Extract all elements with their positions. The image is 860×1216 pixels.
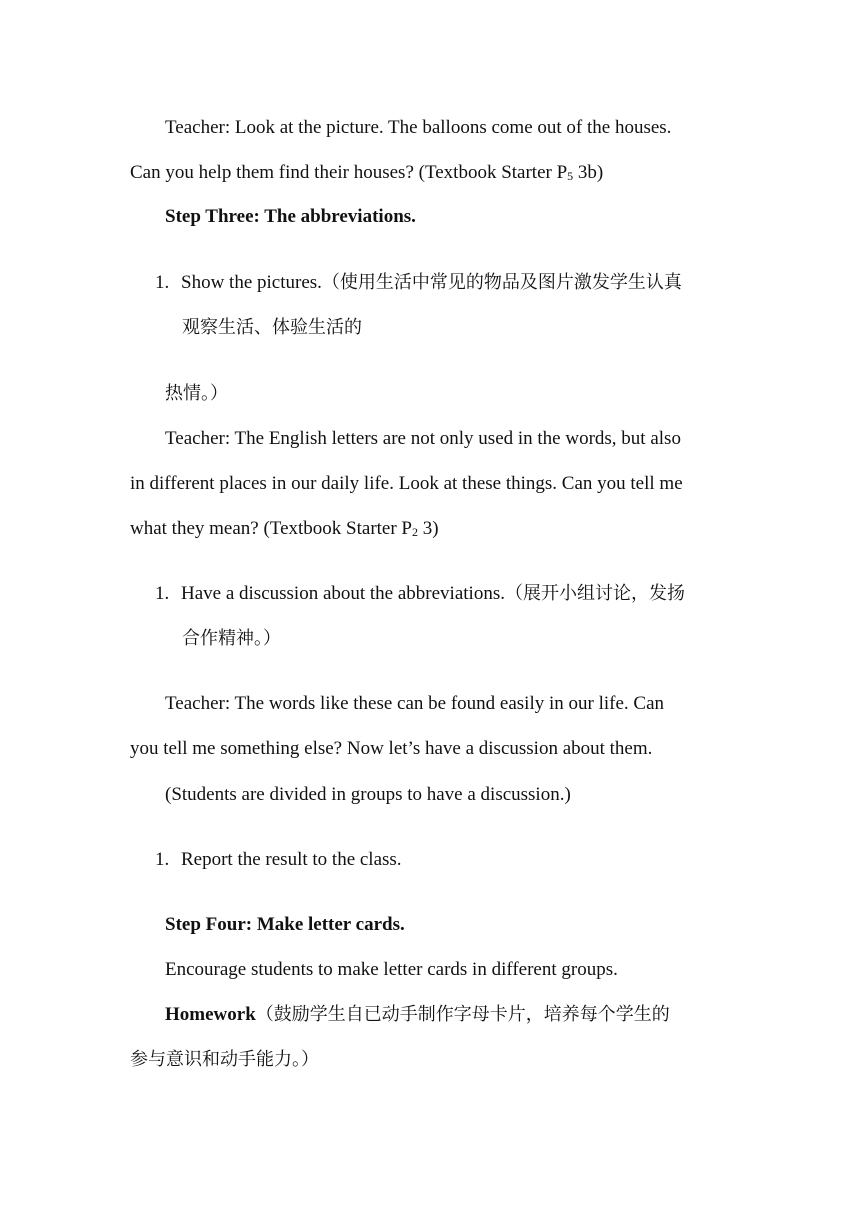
list-item-text: Have a discussion about the abbreviations. [181,583,505,604]
chinese-note: （使用生活中常见的物品及图片激发学生认真 [321,272,682,293]
subscript-page-number: 2 [412,525,419,539]
paragraph-text: what they mean? (Textbook Starter P [130,518,413,539]
list-item-show-pictures [155,271,682,295]
chinese-note: （鼓励学生自已动手制作字母卡片，培养每个学生的 [255,1004,670,1025]
homework-line-2: 参与意识和动手能力。） [130,1049,319,1070]
homework-line-1 [165,1003,670,1027]
paragraph-teacher-words-line-1: Teacher: The words like these can be found easily in our life. Can [165,693,665,714]
paragraph-teacher-balloons-line-2 [130,161,603,185]
paragraph-teacher-words-line-2: you tell me something else? Now let’s have a discussion about them. [130,738,653,759]
paragraph-text: 3) [418,518,439,539]
paragraph-teacher-balloons-line-1: Teacher: Look at the picture. The balloons come out of the houses. [165,117,672,138]
paragraph-teacher-letters-line-2: in different places in our daily life. Look at these things. Can you tell me [130,473,683,494]
chinese-note-line-3: 热情。） [165,383,228,404]
paragraph-teacher-letters-line-3 [130,517,439,541]
homework-label: Homework [165,1004,256,1025]
paragraph-teacher-letters-line-1: Teacher: The English letters are not only used in the words, but also [165,428,681,449]
list-item-text: Show the pictures. [181,272,322,293]
list-number: 1. [155,583,170,604]
step-three-heading: Step Three: The abbreviations. [165,206,416,227]
chinese-note: （展开小组讨论，发扬 [504,583,685,604]
step-four-heading: Step Four: Make letter cards. [165,914,405,935]
list-item-text: Report the result to the class. [181,849,402,870]
chinese-note-line-2: 观察生活、体验生活的 [182,317,362,338]
subscript-page-number: 5 [567,169,574,183]
list-number: 1. [155,849,170,870]
chinese-note-line-2: 合作精神。） [182,628,281,649]
paragraph-text: Can you help them find their houses? (Textbook Starter P [130,162,568,183]
paragraph-students-divided: (Students are divided in groups to have a discussion.) [165,784,571,805]
paragraph-text: 3b) [573,162,604,183]
list-item-report [155,848,402,872]
paragraph-encourage-students: Encourage students to make letter cards in different groups. [165,959,618,980]
list-item-discussion [155,582,685,606]
list-number: 1. [155,272,170,293]
